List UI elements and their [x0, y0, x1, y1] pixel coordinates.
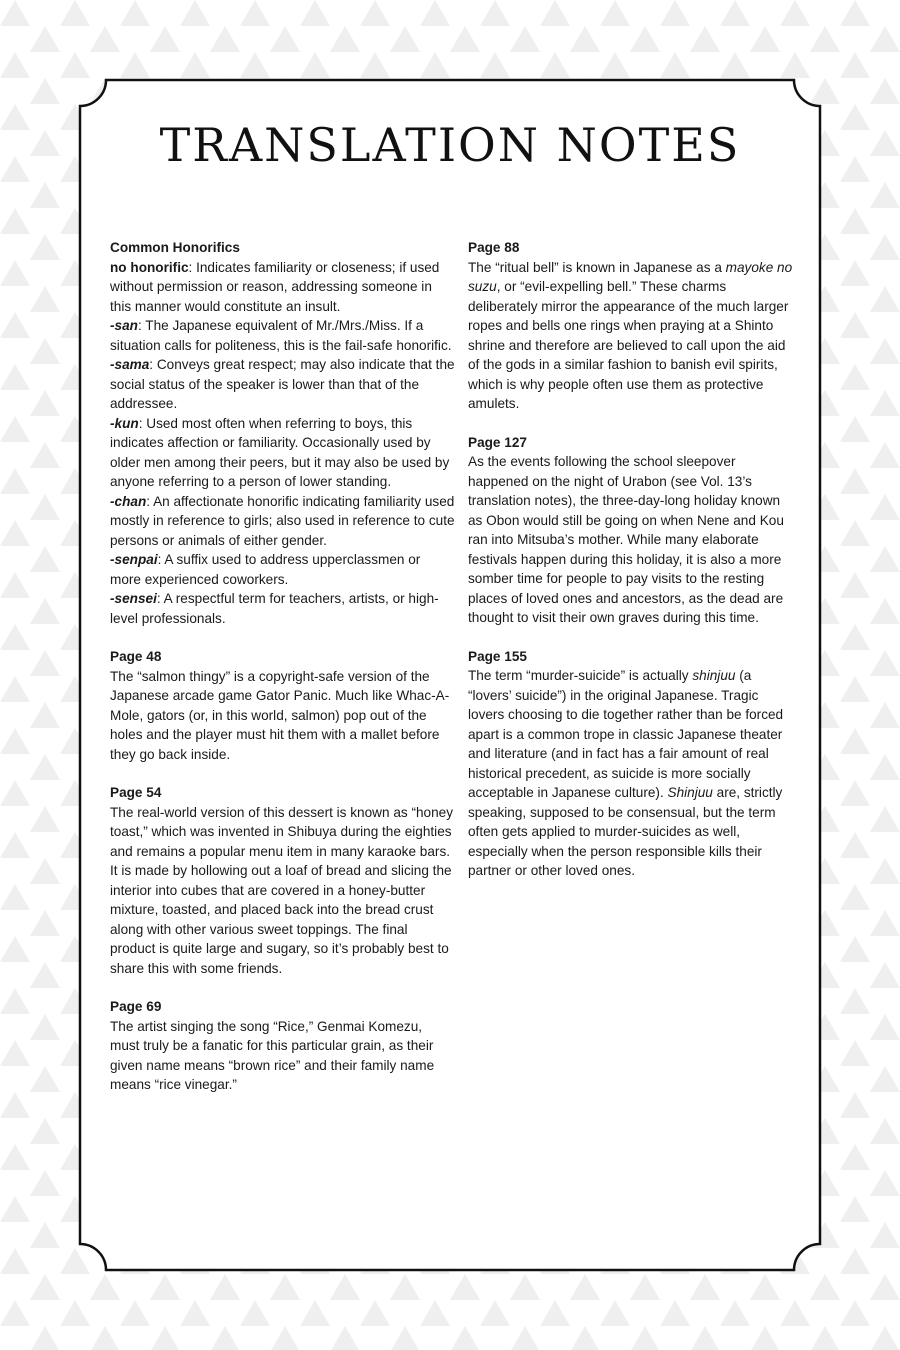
honorific-entry	[110, 589, 455, 628]
note-body	[468, 666, 798, 881]
honorific-term: -sama	[110, 357, 150, 372]
section-heading: Common Honorifics	[110, 240, 240, 255]
honorific-entry	[110, 316, 455, 355]
note-text: (a “lovers’ suicide”) in the original Japanese. Tragic lovers choosing to die together rather than be forced apart is a common trope in classic Japanese theater and literature (and in fact has a fair amount of real historical precedent, as suicide is more socially acceptable in Japanese culture).	[468, 668, 784, 800]
note-page-48	[110, 647, 455, 764]
note-page-69	[110, 997, 455, 1095]
note-text: The term “murder-suicide” is actually	[468, 668, 693, 683]
honorific-entry	[110, 550, 455, 589]
honorific-definition: : Conveys great respect; may also indicate that the social status of the speaker is lower than that of the addressee.	[110, 357, 455, 411]
note-text: , or “evil-expelling bell.” These charms deliberately mirror the appearance of the much larger ropes and bells one rings when praying at a Shinto shrine and therefore are believed to call upon the aid of the gods in a similar fashion to banish evil spirits, which is why people often use them as protective amulets.	[468, 279, 789, 411]
honorific-entry	[110, 492, 455, 551]
note-page-88	[468, 238, 798, 414]
honorific-definition: : An affectionate honorific indicating familiarity used mostly in reference to girls; also used in reference to cute persons or animals of either gender.	[110, 493, 455, 548]
honorific-definition: : A suffix used to address upperclassmen or more experienced coworkers.	[110, 552, 421, 587]
note-page-54	[110, 783, 455, 978]
note-heading: Page 48	[110, 649, 162, 664]
honorific-term: no honorific	[110, 259, 189, 275]
note-heading: Page 54	[110, 785, 162, 800]
page-title: TRANSLATION NOTES	[159, 118, 741, 172]
honorific-term: -chan	[110, 493, 147, 509]
honorific-definition: : A respectful term for teachers, artists, or high-level professionals.	[110, 591, 439, 626]
note-page-155	[468, 647, 798, 881]
honorific-term: -san	[110, 318, 138, 333]
honorific-entry	[110, 355, 455, 414]
note-body	[468, 258, 798, 414]
honorific-definition: : Indicates familiarity or closeness; if used without permission or reason, addressing someone in this manner would constitute an insult.	[110, 259, 440, 314]
note-text: The “ritual bell” is known in Japanese as a	[468, 259, 726, 275]
note-body: The artist singing the song “Rice,” Genmai Komezu, must truly be a fanatic for this particular grain, as their given name means “brown rice” and their family name means “rice vinegar.”	[110, 1018, 435, 1092]
note-body: As the events following the school sleepover happened on the night of Urabon (see Vol. 13’s translation notes), the three-day-long holiday known as Obon would still be going on when Nene and Kou ran into Mitsuba’s mother. While many elaborate festivals happen during this holiday, it is also a more somber time for people to pay visits to the resting places of loved ones and ancestors, as the dead are thought to visit their own graves during this time.	[468, 454, 784, 625]
note-body: The real-world version of this dessert is known as “honey toast,” which was invented in Shibuya during the eighties and remains a popular menu item in many karaoke bars. It is made by hollowing out a loaf of bread and slicing the interior into cubes that are covered in a honey-butter mixture, toasted, and placed back into the bread crust along with other various sweet toppings. The final product is quite large and sugary, so it’s probably best to share this with some friends.	[110, 804, 454, 976]
note-heading: Page 155	[468, 648, 527, 664]
note-heading: Page 69	[110, 999, 162, 1014]
note-italic-term: mayoke no suzu	[468, 259, 793, 294]
note-text: are, strictly speaking, supposed to be consensual, but the term often gets applied to murder-suicides as well, especially when the person responsible kills their partner or other loved ones.	[468, 785, 783, 878]
honorific-entry	[110, 414, 455, 492]
honorific-definition: : The Japanese equivalent of Mr./Mrs./Miss. If a situation calls for politeness, this is the fail-safe honorific.	[110, 318, 452, 353]
note-italic-term: shinjuu	[692, 668, 736, 683]
note-body: The “salmon thingy” is a copyright-safe version of the Japanese arcade game Gator Panic. Much like Whac-A-Mole, gators (or, in this world, salmon) pop out of the holes and the player must hit them with a mallet before they go back inside.	[110, 668, 450, 762]
honorific-term: -sensei	[110, 591, 157, 606]
note-page-127	[468, 433, 798, 628]
note-italic-term: Shinjuu	[667, 785, 713, 800]
note-heading: Page 88	[468, 240, 520, 255]
right-column	[468, 238, 798, 900]
honorific-term: -senpai	[110, 552, 158, 567]
left-column	[110, 238, 455, 1114]
honorific-definition: : Used most often when referring to boys, this indicates affection or familiarity. Occasionally used by older men among their peers, but it may also be used by anyone referring to a person of lower standing.	[110, 415, 450, 489]
honorific-entry	[110, 258, 455, 317]
note-heading: Page 127	[468, 434, 527, 450]
honorifics-section	[110, 238, 455, 628]
honorific-term: -kun	[110, 415, 139, 431]
